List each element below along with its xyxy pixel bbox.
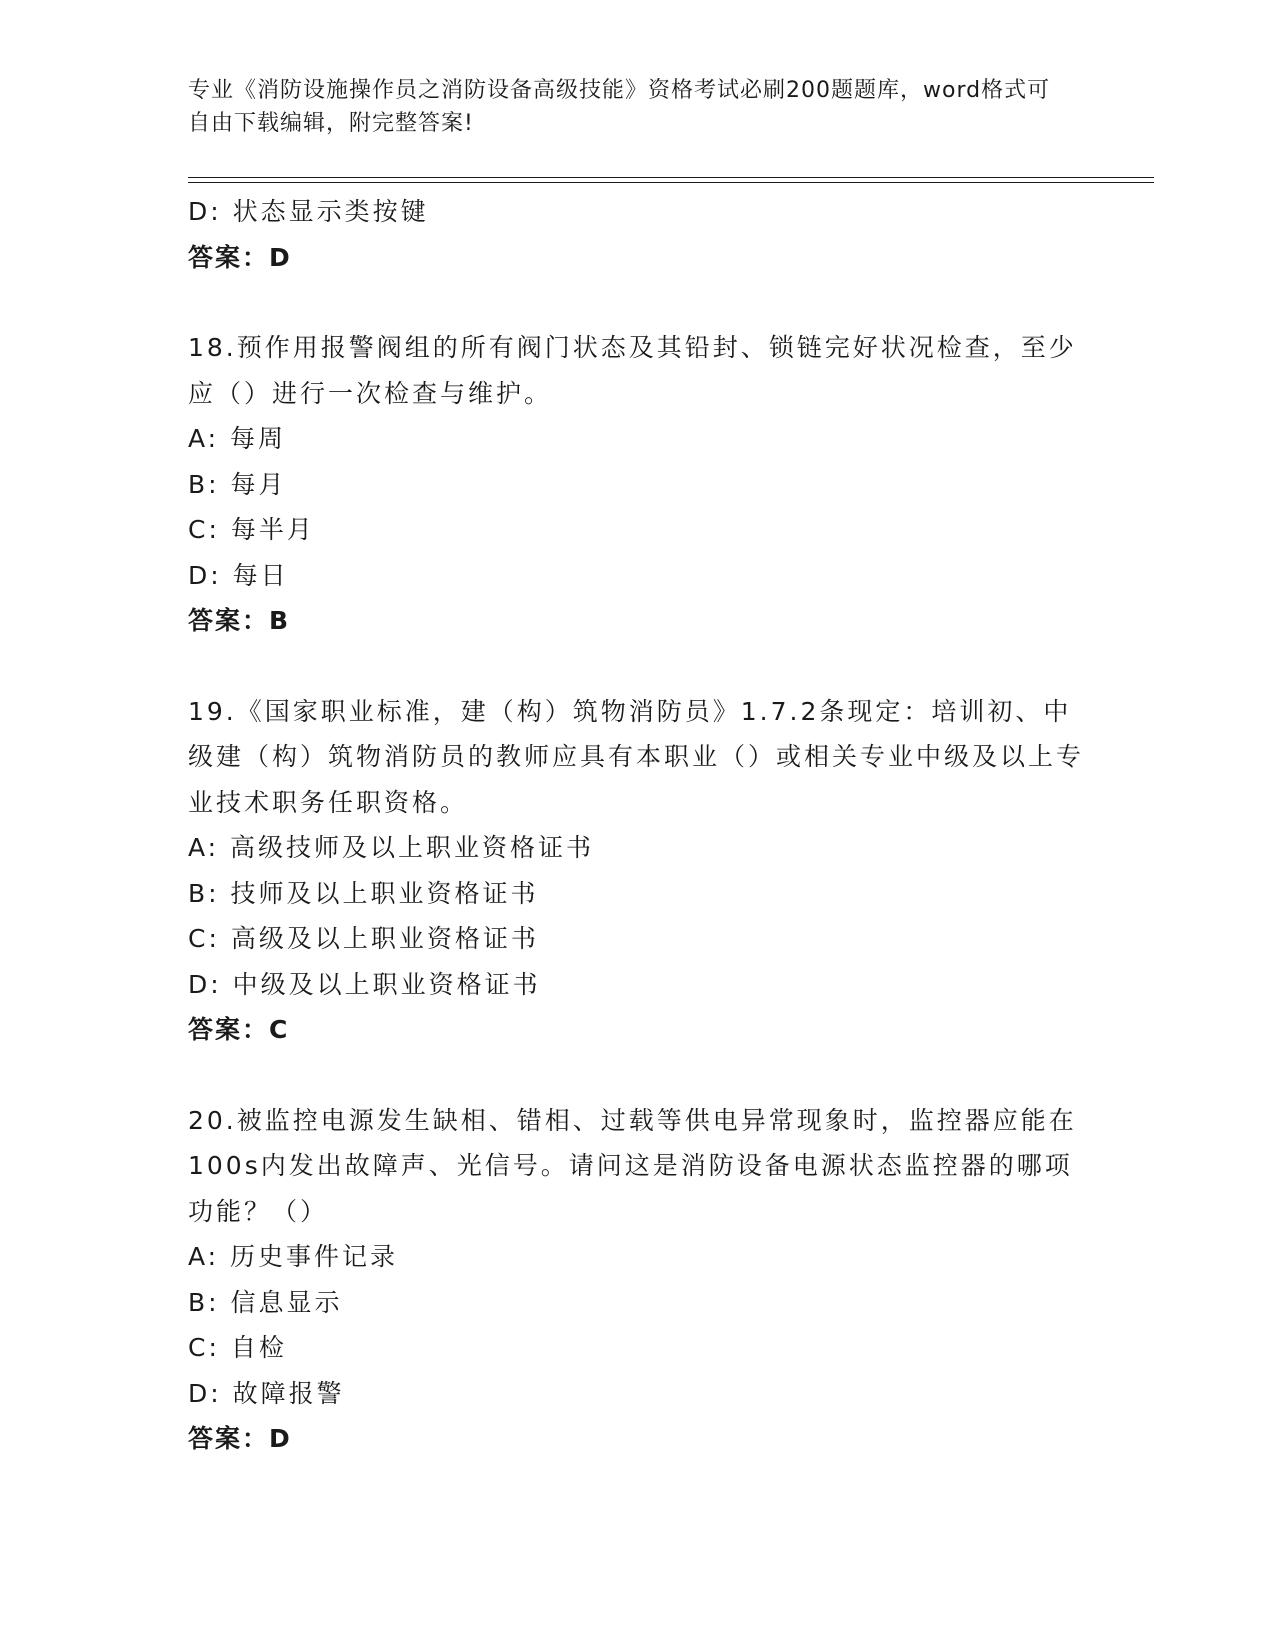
answer-line: 答案：B [188, 606, 291, 635]
question-stem: 18.预作用报警阀组的所有阀门状态及其铅封、锁链完好状况检查，至少应（）进行一次检查与维护。 [188, 333, 1077, 408]
document-header: 专业《消防设施操作员之消防设备高级技能》资格考试必刷200题题库，word格式可自由下载编辑，附完整答案! [188, 78, 1051, 136]
option-a: A: 历史事件记录 [188, 1242, 399, 1271]
question-gap [188, 644, 1088, 689]
option-c: C: 自检 [188, 1333, 287, 1362]
option-c: C: 每半月 [188, 515, 315, 544]
option-d: D: 每日 [188, 560, 289, 590]
option-d: D: 中级及以上职业资格证书 [188, 969, 541, 999]
option-a: A: 每周 [188, 424, 287, 453]
question-gap [188, 280, 1088, 325]
answer-line: 答案：C [188, 1015, 290, 1044]
option-d: D: 状态显示类按键 [188, 197, 429, 226]
question-stem: 19.《国家职业标准，建（构）筑物消防员》1.7.2条现定：培训初、中级建（构）筑物消防员的教师应具有本职业（）或相关专业中级及以上专业技术职务任职资格。 [188, 696, 1085, 817]
option-b: B: 每月 [188, 469, 287, 499]
question-20 [188, 1098, 1088, 1462]
option-b: B: 信息显示 [188, 1287, 343, 1317]
question-19 [188, 689, 1088, 1053]
answer-line: 答案：D [188, 242, 292, 272]
question-list [188, 189, 1088, 1462]
question-gap [188, 1053, 1088, 1098]
option-c: C: 高级及以上职业资格证书 [188, 924, 539, 953]
header-divider-top [188, 177, 1154, 178]
partial-question-17 [188, 189, 1088, 280]
option-a: A: 高级技师及以上职业资格证书 [188, 833, 595, 862]
question-18 [188, 325, 1088, 644]
answer-line: 答案：D [188, 1424, 292, 1453]
question-stem: 20.被监控电源发生缺相、错相、过载等供电异常现象时，监控器应能在100s内发出故障声、光信号。请问这是消防设备电源状态监控器的哪项功能？（） [188, 1105, 1077, 1226]
option-b: B: 技师及以上职业资格证书 [188, 878, 539, 908]
header-divider-bottom [188, 182, 1154, 183]
option-d: D: 故障报警 [188, 1378, 345, 1408]
